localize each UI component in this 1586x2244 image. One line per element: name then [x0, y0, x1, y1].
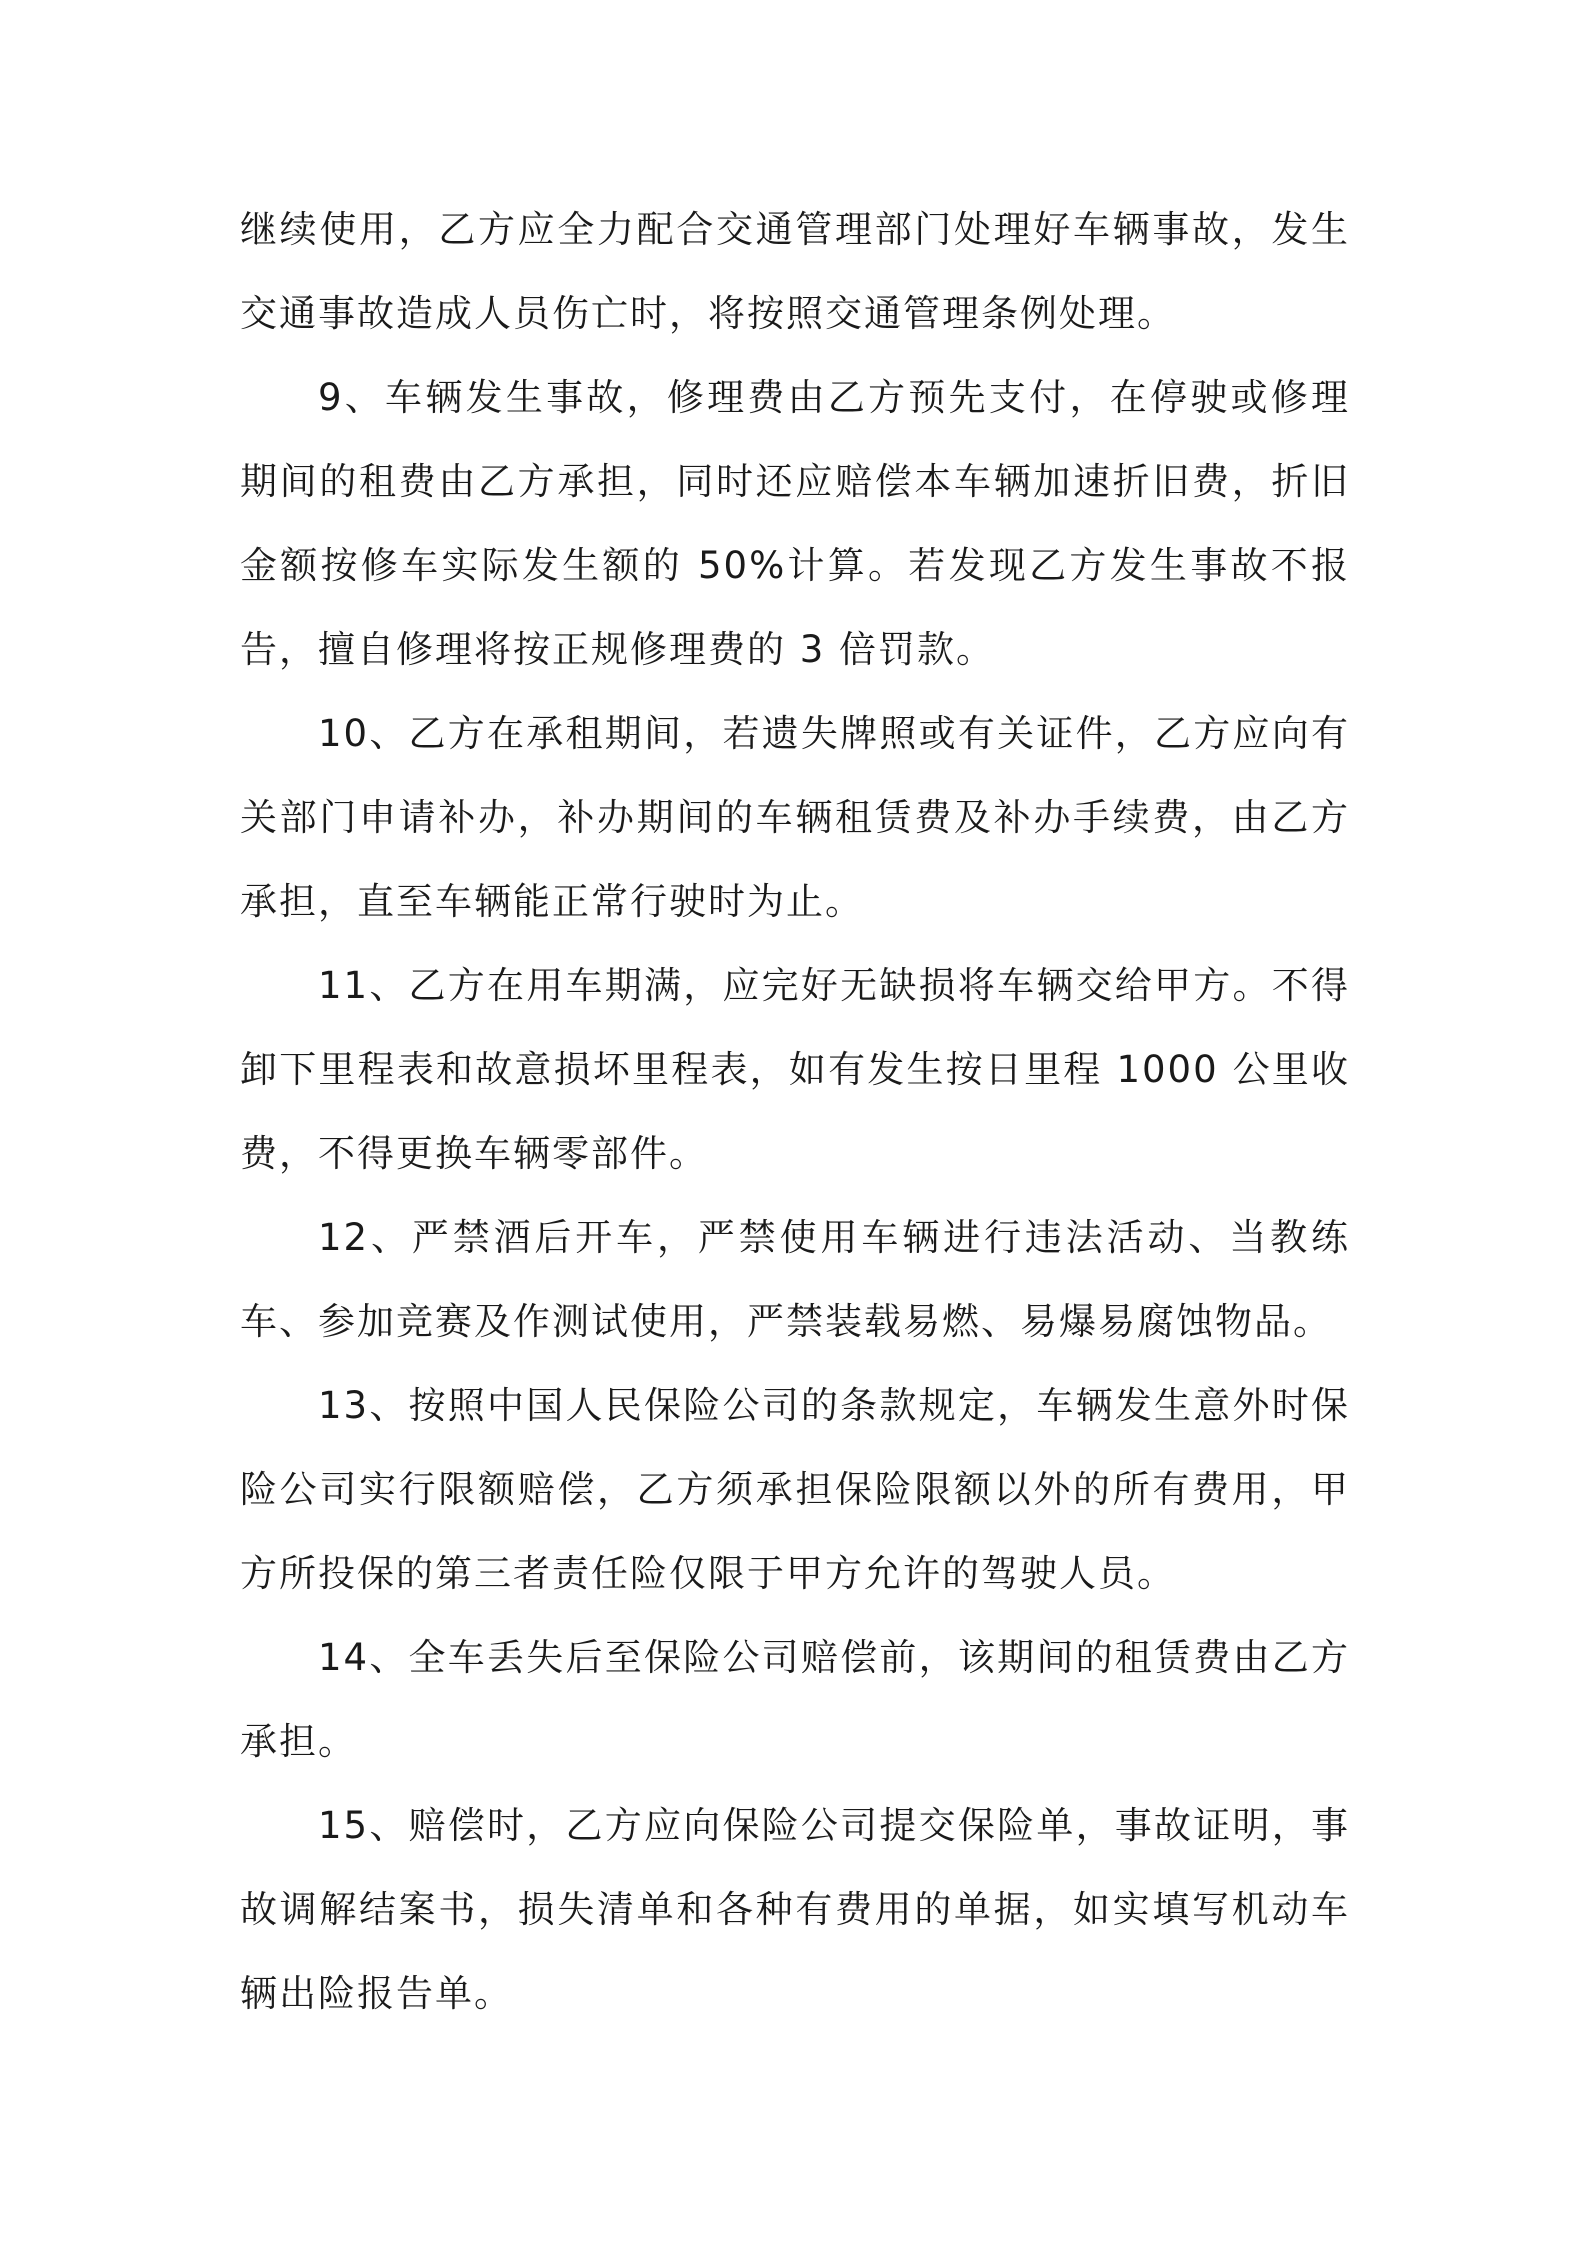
paragraph-clause-9: 9、车辆发生事故，修理费由乙方预先支付，在停驶或修理期间的租费由乙方承担，同时还应赔偿本车辆加速折旧费，折旧金额按修车实际发生额的 50%计算。若发现乙方发生事故不报告，擅自修理将按正规修理费的 3 倍罚款。	[240, 376, 1350, 671]
paragraph-continuation: 继续使用，乙方应全力配合交通管理部门处理好车辆事故，发生交通事故造成人员伤亡时，将按照交通管理条例处理。	[240, 208, 1350, 335]
paragraph-clause-15: 15、赔偿时，乙方应向保险公司提交保险单，事故证明，事故调解结案书，损失清单和各种有费用的单据，如实填写机动车辆出险报告单。	[240, 1804, 1350, 2015]
paragraph-clause-10: 10、乙方在承租期间，若遗失牌照或有关证件，乙方应向有关部门申请补办，补办期间的车辆租赁费及补办手续费，由乙方承担，直至车辆能正常行驶时为止。	[240, 712, 1350, 923]
paragraph-clause-12: 12、严禁酒后开车，严禁使用车辆进行违法活动、当教练车、参加竞赛及作测试使用，严禁装载易燃、易爆易腐蚀物品。	[240, 1216, 1350, 1343]
document-body	[240, 188, 1350, 2036]
paragraph-clause-13: 13、按照中国人民保险公司的条款规定，车辆发生意外时保险公司实行限额赔偿，乙方须承担保险限额以外的所有费用，甲方所投保的第三者责任险仅限于甲方允许的驾驶人员。	[240, 1384, 1350, 1595]
paragraph-clause-14: 14、全车丢失后至保险公司赔偿前，该期间的租赁费由乙方承担。	[240, 1636, 1350, 1763]
paragraph-clause-11: 11、乙方在用车期满，应完好无缺损将车辆交给甲方。不得卸下里程表和故意损坏里程表，如有发生按日里程 1000 公里收费，不得更换车辆零部件。	[240, 964, 1350, 1175]
